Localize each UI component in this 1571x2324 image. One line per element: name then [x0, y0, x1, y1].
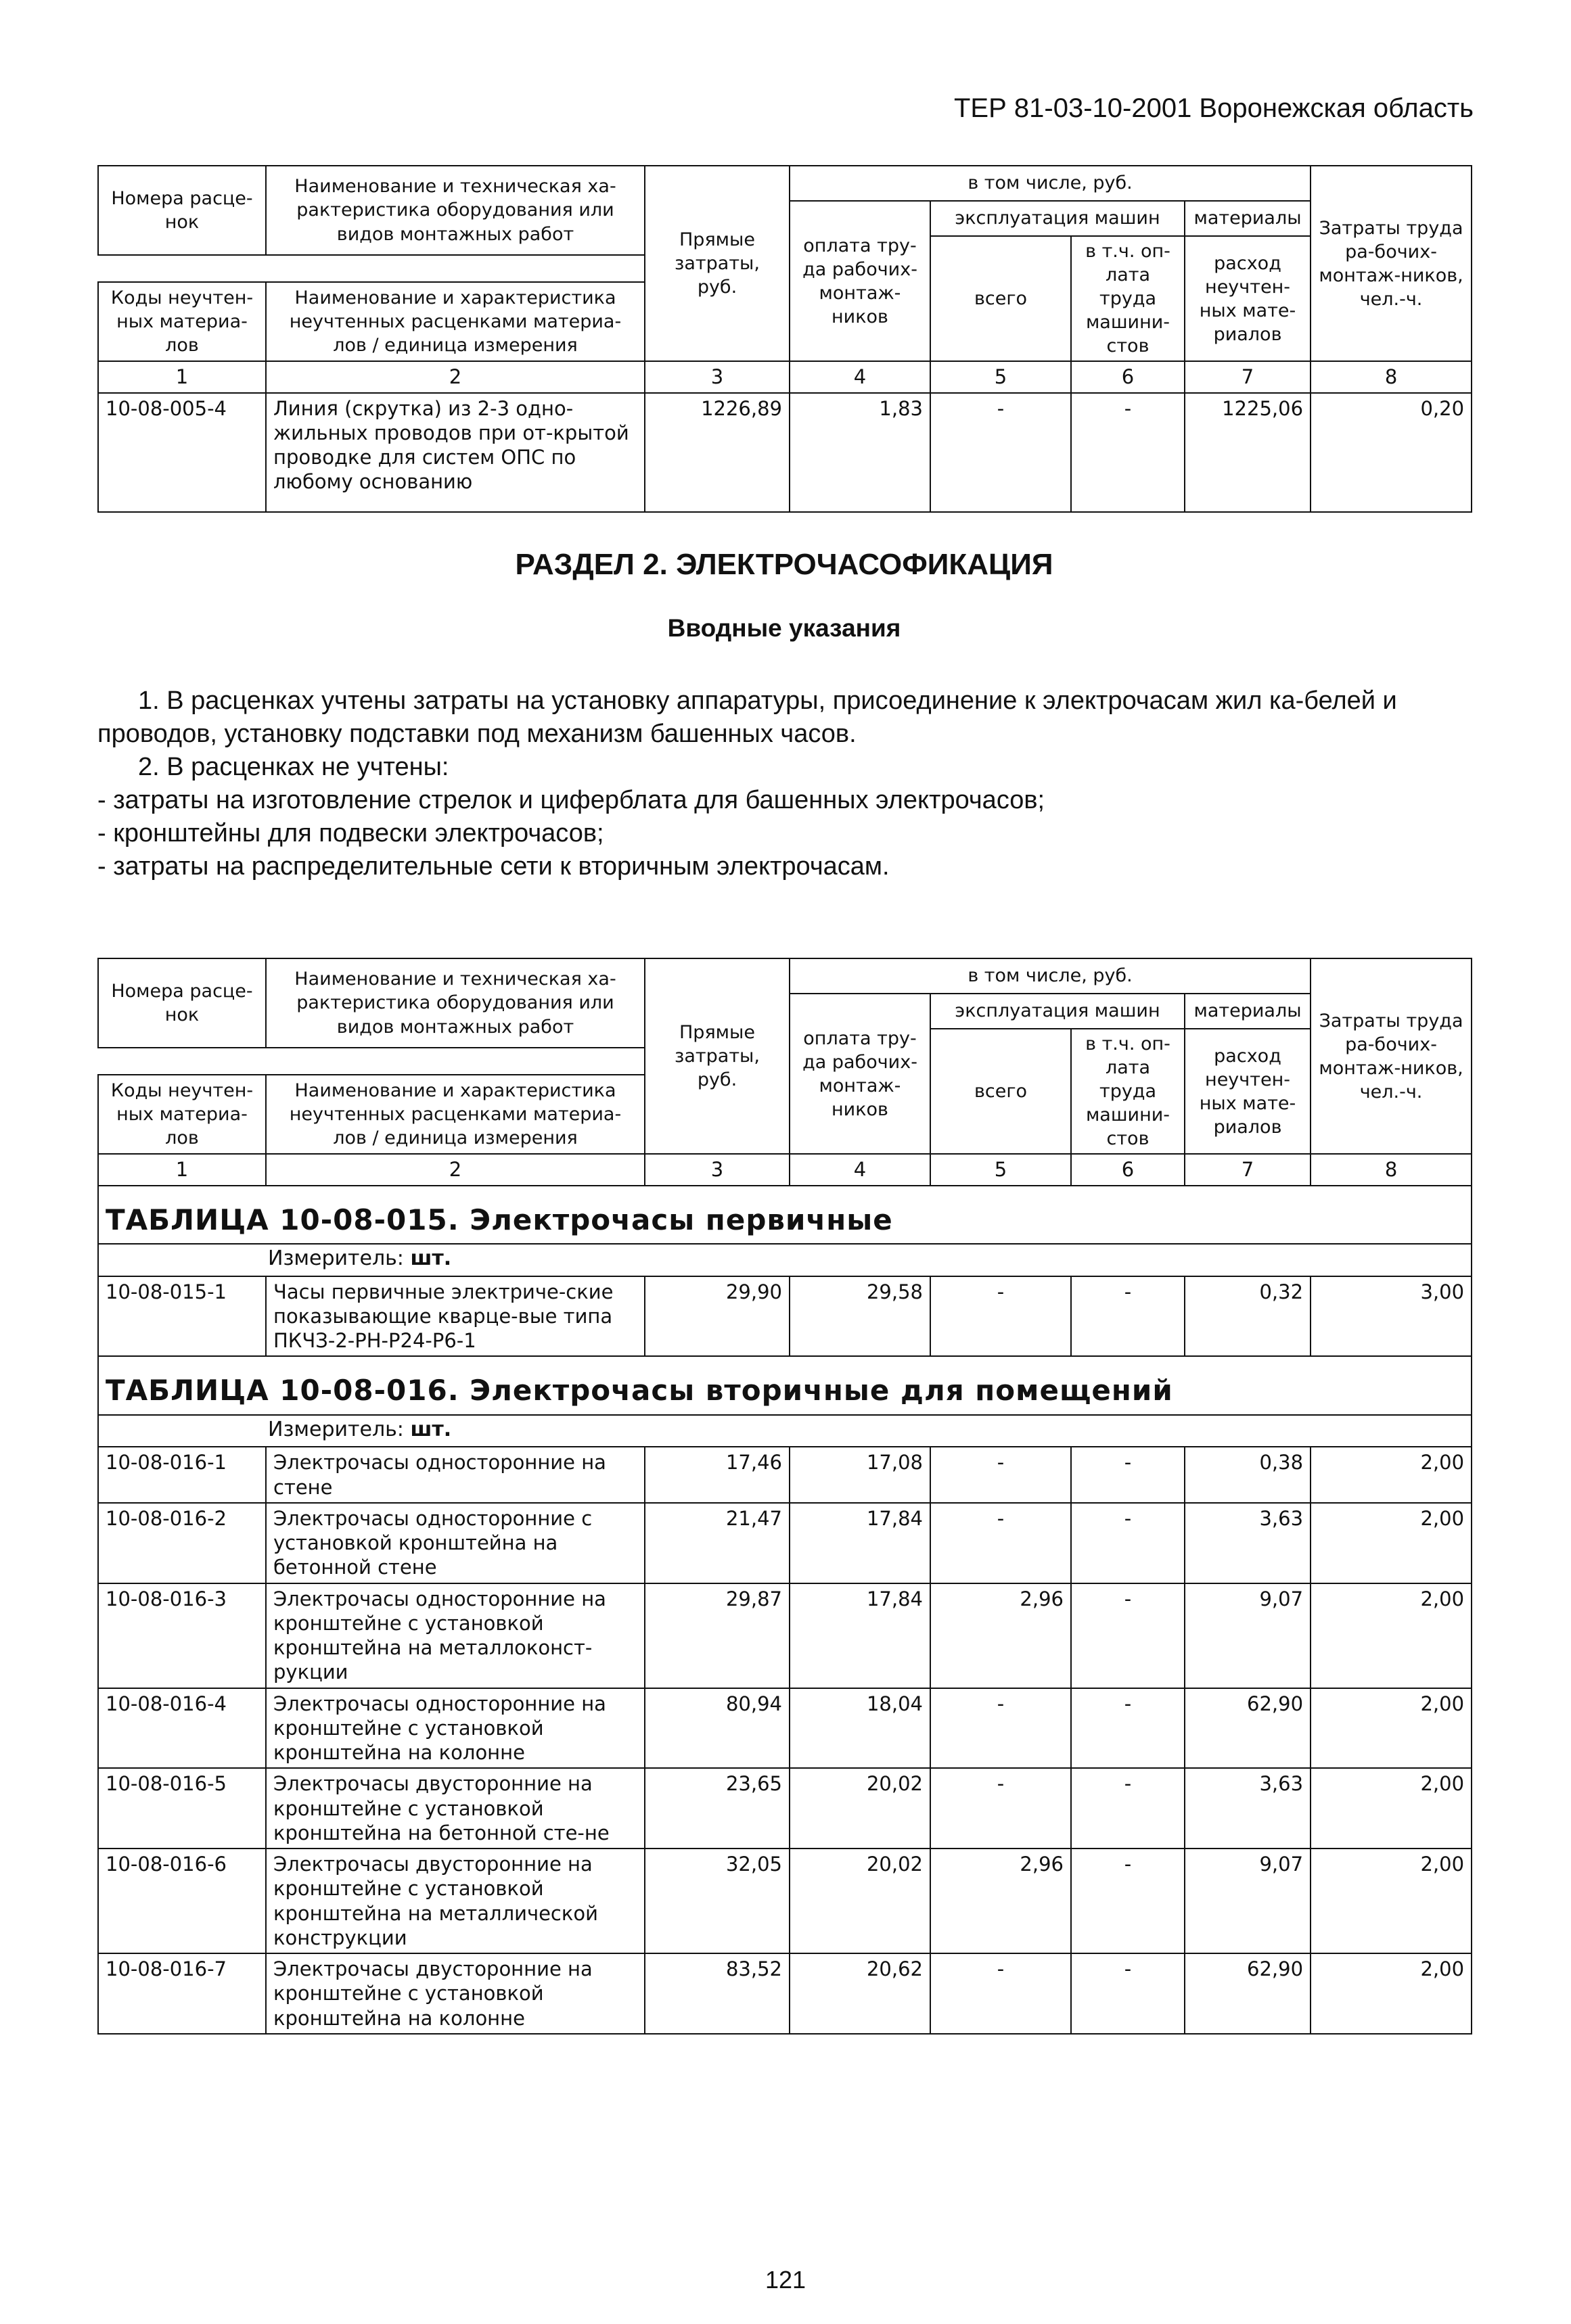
machines-wages: - — [1071, 1768, 1185, 1849]
rate-code: 10-08-016-4 — [98, 1688, 266, 1769]
machines-total: - — [930, 1688, 1071, 1769]
direct-cost: 80,94 — [645, 1688, 790, 1769]
direct-cost: 23,65 — [645, 1768, 790, 1849]
wages: 18,04 — [790, 1688, 930, 1769]
header-wages: оплата тру-да рабочих-монтаж-ников — [790, 201, 930, 361]
table-title-row — [98, 1186, 1472, 1245]
meter-unit: шт. — [410, 1417, 452, 1441]
header-materials-use: расход неучтен-ных мате-риалов — [1185, 236, 1311, 361]
header-materials: материалы — [1185, 994, 1311, 1029]
header-including: в том числе, руб. — [790, 958, 1311, 994]
header-machines: эксплуатация машин — [930, 201, 1185, 236]
machines-total: - — [930, 393, 1071, 512]
wages: 20,62 — [790, 1953, 930, 2034]
table-row — [98, 1583, 1472, 1688]
note-paragraph: 1. В расценках учтены затраты на установку аппаратуры, присоединение к электрочасам жил ка-белей и проводов, установку подставки под механизм башенных часов. — [97, 687, 1397, 749]
direct-cost: 32,05 — [645, 1849, 790, 1953]
rate-code: 10-08-016-3 — [98, 1583, 266, 1688]
header-code-top: Номера расце-нок — [98, 958, 266, 1048]
materials: 3,63 — [1185, 1768, 1311, 1849]
rate-code: 10-08-015-1 — [98, 1276, 266, 1357]
direct-cost: 1226,89 — [645, 393, 790, 512]
direct-cost: 83,52 — [645, 1953, 790, 2034]
header-including: в том числе, руб. — [790, 166, 1311, 201]
introductory-notes — [97, 684, 1471, 883]
rate-code: 10-08-016-5 — [98, 1768, 266, 1849]
column-number: 4 — [790, 1154, 930, 1185]
direct-cost: 21,47 — [645, 1503, 790, 1583]
column-number: 7 — [1185, 361, 1311, 392]
column-number: 8 — [1311, 361, 1472, 392]
wages: 20,02 — [790, 1768, 930, 1849]
header-direct-costs: Прямые затраты, руб. — [645, 166, 790, 361]
labor: 2,00 — [1311, 1953, 1472, 2034]
note-item: - затраты на изготовление стрелок и циферблата для башенных электрочасов; — [97, 786, 1045, 815]
table-row — [98, 1276, 1472, 1357]
meter-label: Измеритель: — [268, 1247, 411, 1271]
work-name: Электрочасы односторонние на стене — [266, 1447, 645, 1503]
header-direct-costs: Прямые затраты, руб. — [645, 958, 790, 1154]
direct-cost: 29,87 — [645, 1583, 790, 1688]
materials: 9,07 — [1185, 1849, 1311, 1953]
labor: 2,00 — [1311, 1583, 1472, 1688]
machines-wages: - — [1071, 393, 1185, 512]
header-code-top: Номера расце-нок — [98, 166, 266, 255]
machines-total: - — [930, 1276, 1071, 1357]
column-number: 1 — [98, 361, 266, 392]
work-name: Электрочасы односторонние на кронштейне с установкой кронштейна на металлоконст-рукции — [266, 1583, 645, 1688]
header-materials-use: расход неучтен-ных мате-риалов — [1185, 1029, 1311, 1154]
labor: 2,00 — [1311, 1849, 1472, 1953]
column-number: 6 — [1071, 361, 1185, 392]
header-name-bottom: Наименование и характеристика неучтенных расценками материа-лов / единица измерения — [266, 282, 645, 361]
work-name: Электрочасы односторонние на кронштейне с установкой кронштейна на колонне — [266, 1688, 645, 1769]
rate-code: 10-08-005-4 — [98, 393, 266, 512]
table-title: ТАБЛИЦА 10-08-015. Электрочасы первичные — [98, 1186, 1472, 1245]
machines-total: - — [930, 1447, 1071, 1503]
machines-wages: - — [1071, 1503, 1185, 1583]
machines-wages: - — [1071, 1447, 1185, 1503]
machines-total: 2,96 — [930, 1849, 1071, 1953]
machines-total: - — [930, 1768, 1071, 1849]
work-name: Электрочасы двусторонние на кронштейне с установкой кронштейна на колонне — [266, 1953, 645, 2034]
direct-cost: 17,46 — [645, 1447, 790, 1503]
table-meter — [98, 1415, 1472, 1447]
column-number: 5 — [930, 361, 1071, 392]
table-row — [98, 1953, 1472, 2034]
work-name: Электрочасы двусторонние на кронштейне с установкой кронштейна на бетонной сте-не — [266, 1768, 645, 1849]
price-table-main — [97, 958, 1472, 2035]
column-number: 2 — [266, 361, 645, 392]
work-name: Электрочасы двусторонние на кронштейне с установкой кронштейна на металлической конструкции — [266, 1849, 645, 1953]
meter-label: Измеритель: — [268, 1417, 411, 1441]
labor: 2,00 — [1311, 1768, 1472, 1849]
column-number: 4 — [790, 361, 930, 392]
labor: 2,00 — [1311, 1503, 1472, 1583]
materials: 3,63 — [1185, 1503, 1311, 1583]
header-code-bottom: Коды неучтен-ных материа-лов — [98, 1075, 266, 1154]
column-number: 1 — [98, 1154, 266, 1185]
column-number: 3 — [645, 361, 790, 392]
header-materials: материалы — [1185, 201, 1311, 236]
header-name-bottom: Наименование и характеристика неучтенных расценками материа-лов / единица измерения — [266, 1075, 645, 1154]
materials: 0,38 — [1185, 1447, 1311, 1503]
column-numbers-row — [98, 361, 1472, 392]
table-meter-row — [98, 1244, 1472, 1276]
work-name: Линия (скрутка) из 2-3 одно-жильных проводов при от-крытой проводке для систем ОПС по любому основанию — [266, 393, 645, 512]
table-row — [98, 1688, 1472, 1769]
header-machines-wages: в т.ч. оп-лата труда машини-стов — [1071, 236, 1185, 361]
table-row — [98, 1447, 1472, 1503]
rate-code: 10-08-016-6 — [98, 1849, 266, 1953]
column-number: 8 — [1311, 1154, 1472, 1185]
column-number: 6 — [1071, 1154, 1185, 1185]
rate-code: 10-08-016-1 — [98, 1447, 266, 1503]
materials: 1225,06 — [1185, 393, 1311, 512]
header-machines-wages: в т.ч. оп-лата труда машини-стов — [1071, 1029, 1185, 1154]
column-numbers-row — [98, 1154, 1472, 1185]
table-row — [98, 1768, 1472, 1849]
header-name-top: Наименование и техническая ха-рактеристика оборудования или видов монтажных работ — [266, 166, 645, 255]
table-row — [98, 1849, 1472, 1953]
note-item: - затраты на распределительные сети к вторичным электрочасам. — [97, 852, 890, 881]
section-title: РАЗДЕЛ 2. ЭЛЕКТРОЧАСОФИКАЦИЯ — [515, 548, 1053, 581]
page-number: 121 — [765, 2266, 806, 2294]
rate-code: 10-08-016-2 — [98, 1503, 266, 1583]
header-name-top: Наименование и техническая ха-рактеристика оборудования или видов монтажных работ — [266, 958, 645, 1048]
meter-unit: шт. — [410, 1247, 452, 1271]
work-name: Электрочасы односторонние с установкой кронштейна на бетонной стене — [266, 1503, 645, 1583]
wages: 17,84 — [790, 1583, 930, 1688]
work-name: Часы первичные электриче-ские показывающие кварце-вые типа ПКЧЗ-2-РН-Р24-Р6-1 — [266, 1276, 645, 1357]
machines-wages: - — [1071, 1849, 1185, 1953]
header-labor: Затраты труда ра-бочих-монтаж-ников, чел.-ч. — [1311, 958, 1472, 1154]
table-row — [98, 1503, 1472, 1583]
note-item: - кронштейны для подвески электрочасов; — [97, 819, 604, 848]
labor: 0,20 — [1311, 393, 1472, 512]
column-number: 7 — [1185, 1154, 1311, 1185]
header-code-bottom: Коды неучтен-ных материа-лов — [98, 282, 266, 361]
wages: 17,84 — [790, 1503, 930, 1583]
table-meter-row — [98, 1415, 1472, 1447]
machines-wages: - — [1071, 1276, 1185, 1357]
machines-total: 2,96 — [930, 1583, 1071, 1688]
labor: 3,00 — [1311, 1276, 1472, 1357]
materials: 0,32 — [1185, 1276, 1311, 1357]
labor: 2,00 — [1311, 1447, 1472, 1503]
wages: 17,08 — [790, 1447, 930, 1503]
materials: 9,07 — [1185, 1583, 1311, 1688]
header-machines: эксплуатация машин — [930, 994, 1185, 1029]
page-header: ТЕР 81-03-10-2001 Воронежская область — [953, 93, 1474, 123]
materials: 62,90 — [1185, 1953, 1311, 2034]
labor: 2,00 — [1311, 1688, 1472, 1769]
machines-wages: - — [1071, 1953, 1185, 2034]
header-labor: Затраты труда ра-бочих-монтаж-ников, чел.-ч. — [1311, 166, 1472, 361]
machines-total: - — [930, 1953, 1071, 2034]
table-row — [98, 393, 1472, 512]
table-meter — [98, 1244, 1472, 1276]
subsection-title: Вводные указания — [667, 614, 901, 642]
column-number: 3 — [645, 1154, 790, 1185]
wages: 1,83 — [790, 393, 930, 512]
machines-wages: - — [1071, 1688, 1185, 1769]
note-paragraph: 2. В расценках не учтены: — [138, 753, 449, 782]
price-table-top — [97, 165, 1472, 513]
header-machines-total: всего — [930, 236, 1071, 361]
rate-code: 10-08-016-7 — [98, 1953, 266, 2034]
wages: 20,02 — [790, 1849, 930, 1953]
table-title: ТАБЛИЦА 10-08-016. Электрочасы вторичные для помещений — [98, 1356, 1472, 1415]
column-number: 2 — [266, 1154, 645, 1185]
materials: 62,90 — [1185, 1688, 1311, 1769]
wages: 29,58 — [790, 1276, 930, 1357]
header-machines-total: всего — [930, 1029, 1071, 1154]
machines-wages: - — [1071, 1583, 1185, 1688]
header-wages: оплата тру-да рабочих-монтаж-ников — [790, 994, 930, 1154]
column-number: 5 — [930, 1154, 1071, 1185]
direct-cost: 29,90 — [645, 1276, 790, 1357]
table-title-row — [98, 1356, 1472, 1415]
machines-total: - — [930, 1503, 1071, 1583]
